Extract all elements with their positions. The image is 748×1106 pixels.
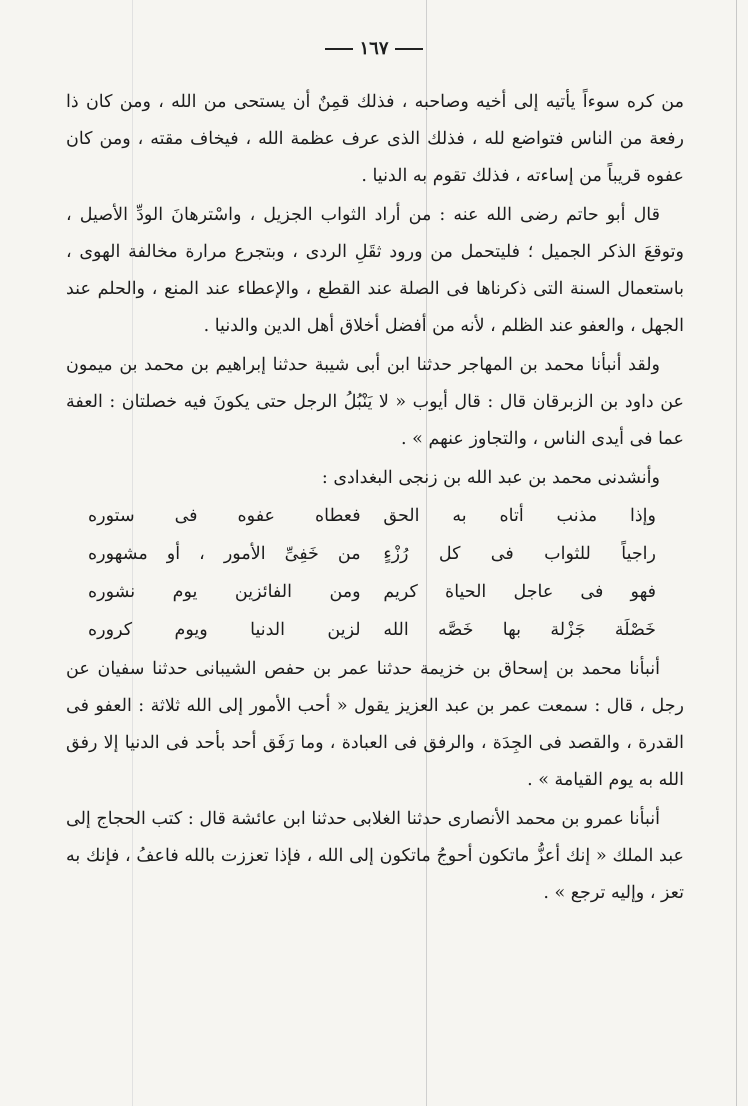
text-line: عن رجل ، قال : سمعت عمر بن عبد العزيز يقول « أحب الأمور إلى الله ثلاثة :: [66, 659, 684, 716]
verse-line: [66, 573, 684, 611]
paragraph-p6: [66, 801, 684, 912]
text-line: الحجاج إلى عبد الملك « إنك أعزُّ ماتكون أحوجُ ماتكون إلى الله ، فإذا: [66, 809, 684, 866]
paragraphs-bottom: [66, 651, 684, 912]
page-number: [0, 38, 748, 59]
verse-line: [66, 497, 684, 535]
verse-first-hemistich: فهو فى عاجل الحياة كريم: [383, 582, 656, 602]
verse-line: [66, 611, 684, 649]
page-number-text: ١٦٧: [359, 38, 389, 59]
poem-verses: [66, 497, 684, 649]
paragraph-p5: [66, 651, 684, 799]
text-line: أنبأنا عمرو بن محمد الأنصارى حدثنا الغلابى حدثنا ابن عائشة قال : كتب: [151, 809, 660, 829]
verse-second-hemistich: فعطاه عفوه فى ستوره: [88, 506, 361, 526]
verse-second-hemistich: لزين الدنيا ويوم كروره: [88, 620, 361, 640]
text-line: العفو فى القدرة ، والقصد فى الجِدَة ، والرفق فى العبادة ، وما رَفَق أحد بأحد فى: [66, 696, 684, 753]
text-line: خصلتان : العفة عما فى أيدى الناس ، والتجاوز عنهم » .: [66, 392, 684, 449]
text-line: الدنيا إلا رفق الله به يوم القيامة » .: [66, 733, 684, 790]
text-line: الأصيل ، وتوقعَ الذكر الجميل ؛ فليتحمل من ورود ثقَلِ الردى ، وبتجرع مرارة: [66, 205, 684, 262]
text-line: من كره سوءاً يأتيه إلى أخيه وصاحبه ، فذلك قمِنٌ أن يستحى من الله ، ومن: [119, 92, 685, 112]
text-line: والدنيا .: [203, 316, 259, 336]
text-line: ميمون عن داود بن الزبرقان قال : قال أيوب « لا يَنْبُلُ الرجل حتى يكونَ فيه: [66, 355, 684, 412]
paragraph-p3: [66, 347, 684, 458]
text-line: تعززت بالله فاعفُ ، فإنك به تعز ، وإليه ترجع » .: [66, 846, 684, 903]
verse-second-hemistich: من خَفِىِّ الأمور ، أو مشهوره: [88, 544, 361, 564]
text-line: وأنشدنى محمد بن عبد الله بن زنجى البغدادى :: [321, 468, 660, 488]
text-line: كان ذا رفعة من الناس فتواضع لله ، فذلك الذى عرف عظمة الله ، فيخاف مقته ،: [66, 92, 684, 149]
text-line: ولقد أنبأنا محمد بن المهاجر حدثنا ابن أبى شيبة حدثنا إبراهيم بن محمد بن: [119, 355, 660, 375]
paragraph-p2: [66, 197, 684, 345]
text-line: ومن كان عفوه قريباً من إساءته ، فذلك تقوم به الدنيا .: [66, 129, 684, 186]
verse-first-hemistich: وإذا مذنب أتاه به الحق: [383, 506, 656, 526]
scan-edge-line: [736, 0, 737, 1106]
verse-first-hemistich: راجياً للثواب فى كل رُزْءٍ: [383, 544, 656, 564]
text-line: المنع ، والحلم عند الجهل ، والعفو عند الظلم ، لأنه من أفضل أخلاق أهل الدين: [66, 279, 684, 336]
text-line: أنبأنا محمد بن إسحاق بن خزيمة حدثنا عمر بن حفص الشيبانى حدثنا سفيان: [97, 659, 660, 679]
paragraph-p1: [66, 84, 684, 195]
text-line: مخالفة الهوى ، باستعمال السنة التى ذكرناها فى الصلة عند القطع ، والإعطاء عند: [66, 242, 684, 299]
text-line: قال أبو حاتم رضى الله عنه : من أراد الثواب الجزيل ، واسْترهانَ الودِّ: [136, 205, 660, 225]
paragraphs-top: [66, 84, 684, 497]
verse-second-hemistich: ومن الفائزين يوم نشوره: [88, 582, 361, 602]
verse-first-hemistich: خَصْلَة جَزْلة بها خَصَّه الله: [383, 620, 656, 640]
paragraph-p4: [66, 460, 684, 497]
document-body: [66, 84, 684, 912]
verse-line: [66, 535, 684, 573]
